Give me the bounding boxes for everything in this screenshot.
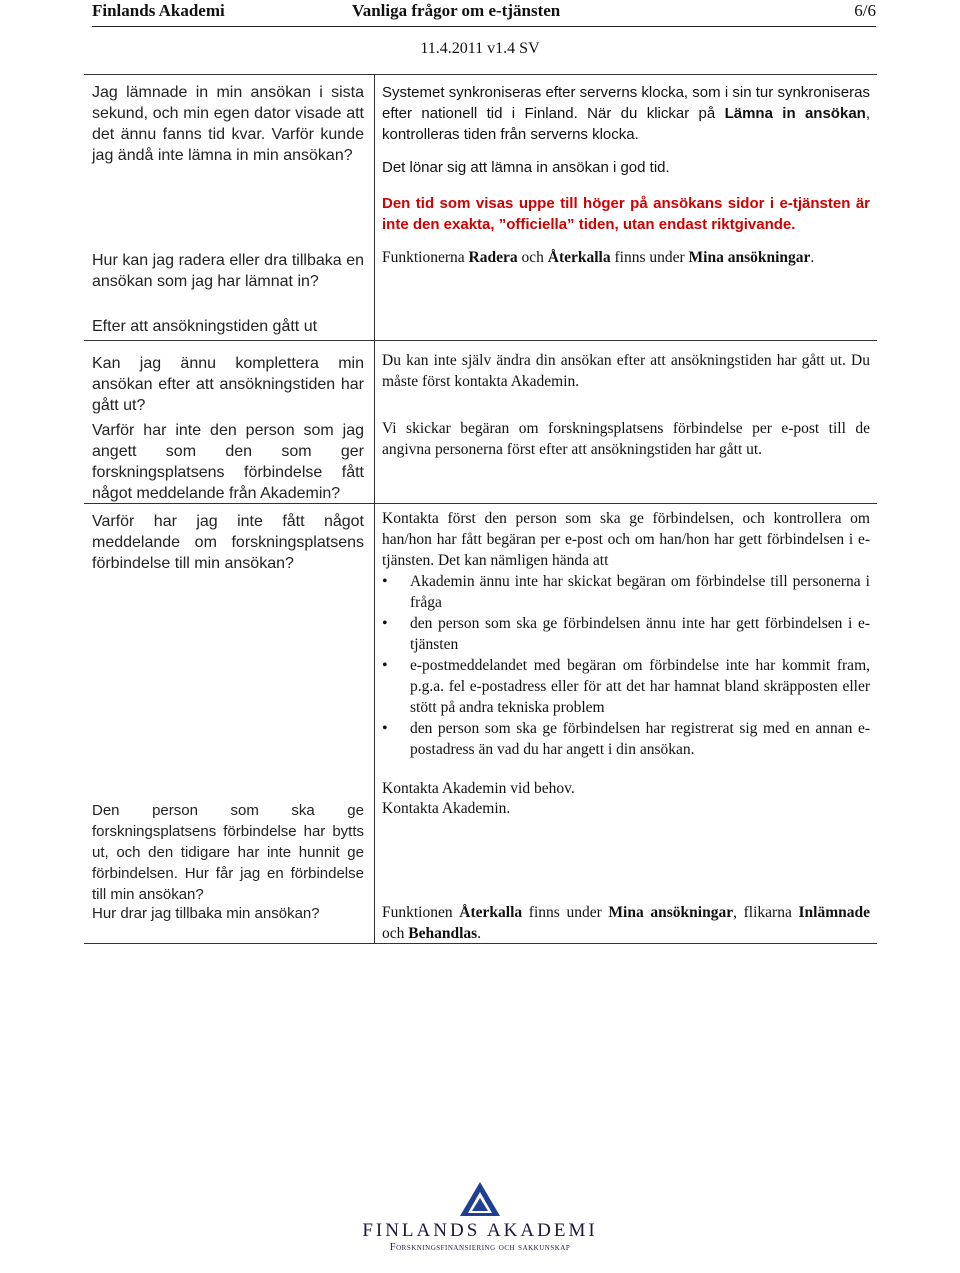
logo-tagline: Forskningsfinansiering och sakkunskap [389,1242,571,1253]
answer-paragraph: Vi skickar begäran om forskningsplatsens förbindelse per e-post till de angivna personerna först efter att ansökningstiden har gått ut. [382,420,870,458]
answer-supplement [382,350,870,392]
table-column-divider [374,74,375,340]
answer-paragraph: Funktionerna Radera och Återkalla finns under Mina ansökningar. [382,249,815,266]
table-row-divider [84,340,877,341]
section-heading [92,316,364,337]
table-column-divider [374,341,375,943]
answer-notice: Den tid som visas uppe till höger på ansökans sidor i e-tjänsten är inte den exakta, ”officiella” tiden, utan endast riktgivande. [382,195,870,233]
question-withdraw [92,250,364,292]
answer-how-withdraw [382,902,870,944]
answer-paragraph: Kontakta Akademin vid behov. [382,780,575,797]
question-text: Hur kan jag radera eller dra tillbaka en ansökan som jag har lämnat in? [92,252,364,290]
question-late-submission [92,82,364,166]
header-title: Vanliga frågor om e-tjänsten [352,1,561,20]
list-item: • den person som ska ge förbindelsen ännu inte har gett förbindelsen i e-tjänsten [382,613,870,655]
table-border-top [84,74,877,75]
list-item: • den person som ska ge förbindelsen har registrerat sig med en annan e-postadress än vad du har angett i din ansökan. [382,718,870,760]
answer-no-message-contact [382,418,870,460]
answer-paragraph: Funktionen Återkalla finns under Mina ansökningar, flikarna Inlämnade och Behandlas. [382,904,870,942]
section-heading-text: Efter att ansökningstiden gått ut [92,318,318,335]
academy-logo [360,1180,600,1260]
question-text: Hur drar jag tillbaka min ansökan? [92,905,320,922]
header-page-number: 6/6 [854,1,876,20]
version-line: 11.4.2011 v1.4 SV [420,40,540,57]
question-how-withdraw [92,903,364,924]
answer-no-commitment-message [382,508,870,799]
header-org: Finlands Akademi [92,1,225,20]
answer-paragraph: Systemet synkroniseras efter serverns klocka, som i sin tur synkroniseras efter nationell tid i Finland. När du klickar på Lämna in ansökan, kontrolleras tiden från serverns klocka. [382,84,870,143]
logo-name: FINLANDS AKADEMI [362,1220,598,1241]
question-text: Varför har jag inte fått något meddelande om forskningsplatsens förbindelse till min ansökan? [92,513,364,572]
list-item: • Akademin ännu inte har skickat begäran om förbindelse till personerna i fråga [382,571,870,613]
answer-paragraph: Kontakta Akademin. [382,800,511,817]
question-text: Varför har inte den person som jag angett som den som ger forskningsplatsens förbindelse fått något meddelande från Akademin? [92,422,364,502]
list-item: • e-postmeddelandet med begäran om förbindelse inte har kommit fram, p.g.a. fel e-postadress eller för att det har hamnat bland skräpposten eller stött på andra tekniska problem [382,655,870,718]
answer-paragraph: Du kan inte själv ändra din ansökan efter att ansökningstiden har gått ut. Du måste först kontakta Akademin. [382,352,870,390]
question-no-commitment-message [92,511,364,574]
question-text: Den person som ska ge forskningsplatsens förbindelse har bytts ut, och den tidigare har inte hunnit ge förbindelsen. Hur får jag en förbindelse till min ansökan? [92,802,364,903]
answer-late-submission [382,82,870,235]
question-no-message-contact [92,420,364,504]
question-person-replaced [92,800,364,905]
question-text: Kan jag ännu komplettera min ansökan efter att ansökningstiden har gått ut? [92,355,364,414]
question-supplement [92,353,364,416]
logo-triangle-icon [458,1180,502,1218]
reason-list [382,571,870,760]
answer-withdraw [382,247,870,268]
page-header [92,0,876,27]
answer-person-replaced [382,798,870,819]
answer-paragraph: Kontakta först den person som ska ge förbindelsen, och kontrollera om han/hon har fått begäran per e-post och om han/hon har gett förbindelsen i e-tjänsten. Det kan nämligen hända att [382,510,870,569]
answer-paragraph: Det lönar sig att lämna in ansökan i god tid. [382,159,670,176]
question-text: Jag lämnade in min ansökan i sista sekund, och min egen dator visade att det ännu fanns tid kvar. Varför kunde jag ändå inte lämna in min ansökan? [92,84,364,164]
